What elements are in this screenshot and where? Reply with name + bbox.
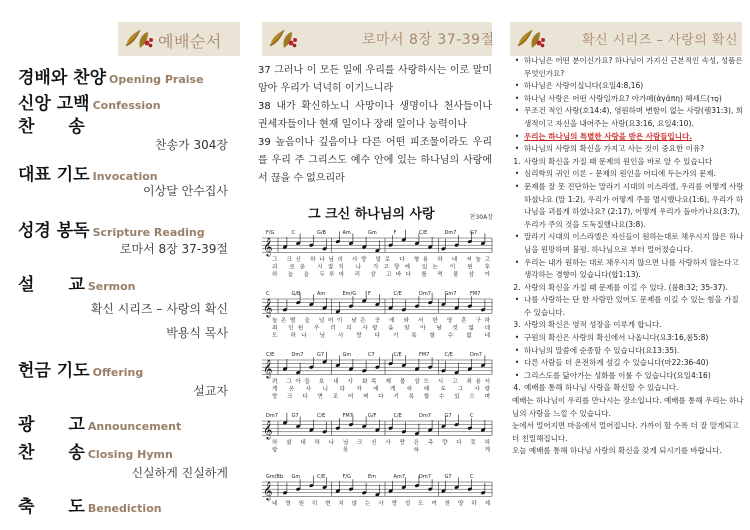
note-item	[510, 105, 748, 130]
chord-label: Dm7	[266, 413, 278, 419]
note-text: 하나님은 어떤 분이신가요? 하나님이 가지신 근본적인 속성, 성품은 무엇인가요?	[524, 56, 743, 78]
note-marker: •	[514, 345, 520, 355]
chord-label: G/F	[368, 413, 377, 419]
order-of-service-panel	[0, 0, 250, 530]
note-marker: •	[514, 370, 520, 380]
chord-label: C	[470, 474, 474, 480]
lyric-line: 죄 인된 우 리 의 사랑 을 알 아 날 것 없 네	[272, 325, 490, 332]
chord-label: C/E	[266, 352, 275, 358]
order-item-value: 찬송가 304장	[154, 138, 228, 152]
order-item-english: Confession	[92, 99, 161, 112]
leaf-berry-icon	[266, 26, 300, 52]
chord-label: Am	[317, 291, 326, 297]
order-item-english: Closing Hymn	[87, 448, 173, 461]
chord-label: C/E	[393, 413, 402, 419]
chord-label: G7	[291, 413, 299, 419]
note-marker: •	[514, 181, 520, 191]
note-item	[510, 445, 748, 458]
hymn-number: 찬30A장	[469, 214, 493, 221]
order-item	[18, 438, 238, 463]
chord-label: G7	[444, 474, 452, 480]
hymn-title: 그 크신 하나님의 사랑	[308, 207, 435, 222]
note-item	[510, 395, 748, 420]
order-item-value-row	[18, 324, 238, 340]
scripture-header	[262, 22, 495, 56]
order-item-value: 박용식 목사	[166, 326, 228, 340]
note-item	[510, 319, 748, 332]
note-item	[510, 294, 748, 319]
note-text: 예배를 통해 하나님 사랑을 확신할 수 있습니다.	[524, 383, 679, 393]
order-item-name: 찬 송	[18, 117, 85, 137]
order-item-english: Benediction	[87, 502, 162, 515]
order-item-value: 확신 시리즈 – 사랑의 확신	[90, 302, 228, 316]
note-item	[510, 370, 748, 383]
chord-label: F/G	[266, 230, 275, 236]
sermon-notes-panel	[505, 0, 750, 530]
lyric-line: 려 그아들 보 내 사 화목 제 물 삼으 시 고 죄용서	[272, 379, 490, 385]
order-item-value: 로마서 8장 37-39절	[119, 242, 228, 256]
note-text: 다른 사람들 더 온전하게 섬길 수 있습니다(마22:36-40)	[524, 358, 709, 368]
order-item-value: 신실하게 진실하게	[131, 466, 228, 480]
note-text: 오늘 예배를 통해 하나님 사랑의 확신을 갖게 되시기를 바랍니다.	[512, 446, 722, 456]
note-item	[510, 332, 748, 345]
note-item	[510, 382, 748, 395]
order-item-english: Sermon	[87, 280, 136, 293]
chord-label: F	[368, 291, 371, 297]
chord-label: Am	[342, 230, 351, 236]
note-text: 사랑의 확신을 가질 때 문제의 원인을 바로 알 수 있습니다	[524, 156, 713, 166]
chord-label: C	[470, 413, 474, 419]
chord-label: Gm	[291, 474, 301, 480]
note-item	[510, 143, 748, 156]
order-item-name: 찬 송	[18, 443, 85, 463]
order-header	[118, 22, 240, 56]
scripture-panel	[250, 0, 505, 530]
note-marker: •	[514, 257, 520, 267]
note-text: 문제를 잘 못 진단하는 말라기 시대의 이스라엘, 우리를 어떻게 사랑하셨나요 (말 1:2), 우리가 어떻게 주를 멸시했나요(1:6), 우리가 하나님을 괴롭게 하였나요? (2:17), 어떻게 우리가 돌아가나요(3:7), 우리가 주의 것을 도둑질했나요(3:8).	[524, 181, 744, 229]
chord-label: C/E	[419, 230, 428, 236]
chord-label: C/E	[317, 413, 326, 419]
note-text: 말라기 시대의 이스라엘은 자신들이 원하는대로 채우시지 않은 하나님을 원망하며 불평. 하나님으로 부터 멀어졌습니다.	[524, 232, 744, 254]
verse-37: 37 그러나 이 모든 일에 우리를 사랑하시는 이로 말미암아 우리가 넉넉히 이기느니라	[258, 65, 492, 94]
chord-label: Dm7	[419, 413, 431, 419]
treble-clef: 𝄞	[263, 481, 273, 500]
note-marker: •	[514, 81, 520, 91]
order-item-name: 축 도	[18, 497, 85, 517]
note-item	[510, 345, 748, 358]
order-item-value-row	[18, 300, 238, 316]
lyric-line: 게 은 사 니 라 자 에 게 하 해 도 그 사랑	[272, 386, 491, 393]
note-item	[510, 257, 748, 282]
scripture-header-title: 로마서 8장 37-39절	[362, 32, 495, 48]
note-item	[510, 168, 748, 181]
chord-label: G/B	[291, 291, 301, 297]
chord-label: G7	[444, 413, 452, 419]
note-text: 우리는 내가 원하는 대로 채우시지 않으면 나를 사랑하지 않는다고 생각하는 경향이 있습니다(합1:13).	[524, 257, 739, 280]
treble-clef: 𝄞	[263, 420, 273, 439]
order-item-name: 설 교	[18, 275, 85, 295]
order-item-english: Opening Praise	[109, 73, 204, 86]
chord-label: C	[266, 291, 270, 297]
note-item	[510, 55, 748, 80]
note-item	[510, 131, 748, 144]
order-item	[18, 270, 238, 295]
note-item	[510, 93, 748, 106]
note-text: 하나님의 말씀에 순종할 수 있습니다(요13:35).	[524, 345, 680, 355]
note-text: 무조건 적인 사랑(호14:4), 영원하며 변함이 없는 사랑(렘31:3), 희생적이고 자신을 내어주는 사랑(요3:16, 요일4:10).	[524, 106, 743, 128]
sermon-notes-list	[510, 55, 748, 458]
chord-label: Dm7	[419, 291, 431, 297]
scripture-verses	[258, 62, 492, 188]
order-item-name: 대표 기도	[18, 165, 90, 185]
chord-label: Dm7	[470, 352, 482, 358]
note-item	[510, 231, 748, 256]
order-item-name: 성경 봉독	[18, 221, 90, 241]
note-text: 하나님 사랑은 어떤 사랑일까요? 아가페(ἀγάπη) 헤세드(סֶד)	[524, 93, 722, 103]
note-text: 눈에서 멀어지면 마음에서 멀어집니다. 가까이 할 수록 더 잘 알게되고 더 친밀해집니다.	[512, 421, 739, 443]
chord-label: G7	[470, 230, 478, 236]
chord-label: Gm	[342, 352, 352, 358]
chord-label: C7	[368, 352, 375, 358]
chord-label: FM7	[419, 352, 430, 358]
chord-label: Em	[368, 474, 377, 480]
order-item-english: Scripture Reading	[92, 226, 205, 239]
notes-header	[510, 22, 742, 56]
lyric-line: 네 영 원 히 변 치 않 는 사 랑 성 도 여 찬 양 하 세	[272, 501, 490, 507]
lyric-line: 하 늘 을 두루마 리 삼 고바다 를 먹 물 삼 아	[272, 272, 490, 278]
note-marker: •	[514, 131, 520, 141]
leaf-berry-icon	[122, 26, 156, 52]
order-item-value-row	[18, 382, 238, 398]
chord-label: Am7	[393, 474, 405, 480]
note-text: 그리스도를 닮아가는 성화를 이룰 수 있습니다(요일4:16)	[524, 370, 711, 380]
order-item-english: Announcement	[87, 420, 182, 433]
treble-clef: 𝄞	[263, 237, 273, 256]
treble-clef: 𝄞	[263, 298, 273, 317]
note-text: 하나님의 사랑의 확신을 가지고 사는 것이 중요한 이유?	[524, 144, 705, 154]
treble-clef: 𝄞	[263, 359, 273, 378]
chord-label: G7	[317, 352, 325, 358]
chord-label: C/E	[393, 291, 402, 297]
order-item-english: Invocation	[92, 170, 158, 183]
note-marker: 1.	[513, 156, 521, 166]
order-item-value-row	[18, 182, 238, 198]
chord-label: C	[291, 230, 295, 236]
note-marker: 2.	[513, 282, 521, 292]
order-item-value-row	[18, 240, 238, 256]
order-item	[18, 356, 238, 381]
note-marker: 3.	[513, 320, 521, 330]
order-item	[18, 63, 238, 88]
chord-label: Em/G	[342, 291, 357, 297]
note-text: 사랑의 확신은 영적 성장을 이루게 합니다.	[524, 320, 662, 330]
lyric-line: 랑 크 다 면 조 어 찌 다 기 록 할 수 있 으 며	[272, 394, 490, 400]
note-text: 구원의 확신은 사랑의 확신에서 나옵니다(요3:16,롬5:8)	[524, 333, 709, 343]
chord-label: FM7	[342, 413, 353, 419]
order-header-title: 예배순서	[158, 32, 222, 51]
order-item-name: 헌금 기도	[18, 361, 90, 381]
note-text: 사랑의 확신을 가질 때 문제를 이길 수 있다. (롬8:32; 35-37).	[524, 282, 728, 292]
note-text: 하나님은 사랑이십니다(요일4:8,16)	[524, 81, 644, 91]
order-item-value: 설교자	[193, 384, 228, 398]
note-item	[510, 156, 748, 169]
chord-label: Dm7	[419, 474, 431, 480]
note-text: 심리학의 귀인 이론 – 문제의 원인을 어디에 두는가의 문제.	[524, 169, 716, 179]
lyric-line: 그 크신 하나님의 사랑 말로 다 형용 하 네 저높고	[272, 257, 490, 263]
chord-label: C/E	[393, 352, 402, 358]
lyric-line: 랑 못 하 게	[272, 447, 490, 454]
note-item	[510, 420, 748, 445]
sheet-music	[258, 222, 496, 527]
note-marker: •	[514, 295, 520, 305]
note-marker: •	[514, 144, 520, 154]
note-marker: •	[514, 333, 520, 343]
leaf-berry-icon	[514, 26, 548, 52]
note-marker: •	[514, 106, 520, 116]
lyric-line: 하 셨 네 하 나 님 크 신 사 랑 은 측 량 다 못 하	[272, 440, 490, 446]
note-item	[510, 181, 748, 231]
chord-label: Gm/Bb	[266, 474, 284, 480]
note-text: 예배는 하나님이 우리를 만나시는 장소입니다. 예배를 통해 우리는 하나님의 사랑을 느낄 수 있습니다.	[512, 396, 744, 418]
lyric-line: 높은별 을 넘어이 낮은 곳 에 와 서 한 영 혼 구하	[272, 318, 490, 324]
note-marker: •	[514, 169, 520, 179]
note-marker: 4.	[513, 383, 521, 393]
chord-label: FM7	[470, 291, 481, 297]
order-item	[18, 216, 238, 241]
note-marker: •	[514, 358, 520, 368]
note-item	[510, 80, 748, 93]
order-item	[18, 89, 238, 114]
lyric-line: 도 하나 님 사 랑 다 기 록 할 수 없 네	[272, 333, 490, 339]
order-item-value-row	[18, 134, 238, 150]
order-item-name: 경배와 찬양	[18, 68, 107, 88]
note-marker: •	[514, 93, 520, 103]
chord-label: G/B	[317, 230, 326, 236]
chord-label: Dm7	[444, 230, 457, 236]
note-text: 우리는 하나님의 특별한 사랑을 받은 사람들입니다.	[524, 131, 693, 141]
order-item-value-row	[18, 464, 238, 480]
order-item	[18, 410, 238, 435]
chord-label: Gm7	[444, 291, 457, 297]
lyric-line: 괴 로운 시절지 나 가고향에 있는 이 된 후	[272, 264, 490, 271]
chord-label: C/E	[317, 474, 326, 480]
note-text: 나를 사랑하는 단 한 사람만 있어도 문제를 이길 수 있는 힘을 가질 수 있습니다.	[524, 295, 739, 317]
chord-label: F/G	[342, 474, 351, 480]
chord-label: F	[393, 230, 397, 236]
order-item-english: Offering	[92, 366, 144, 379]
order-item-value: 이상달 안수집사	[143, 184, 228, 198]
order-item-name: 신앙 고백	[18, 94, 90, 114]
note-marker: •	[514, 56, 520, 65]
chord-label: C/E	[444, 352, 453, 358]
verse-39: 39 높음이나 깊음이나 다른 어떤 피조물이라도 우리를 우리 주 그리스도 예수 안에 있는 하나님의 사랑에서 끊을 수 없으리라	[258, 137, 492, 184]
note-item	[510, 282, 748, 295]
chord-label: Gm	[368, 230, 377, 236]
note-marker: •	[514, 232, 520, 242]
note-item	[510, 357, 748, 370]
chord-label: Dm7	[291, 352, 304, 358]
order-item-name: 광 고	[18, 415, 85, 435]
notes-header-title: 확신 시리즈 – 사랑의 확신	[582, 33, 739, 48]
order-item	[18, 492, 238, 517]
verse-38: 38 내가 확신하노니 사망이나 생명이나 천사들이나 권세자들이나 현재 일이나 장래 일이나 능력이나	[258, 101, 492, 130]
